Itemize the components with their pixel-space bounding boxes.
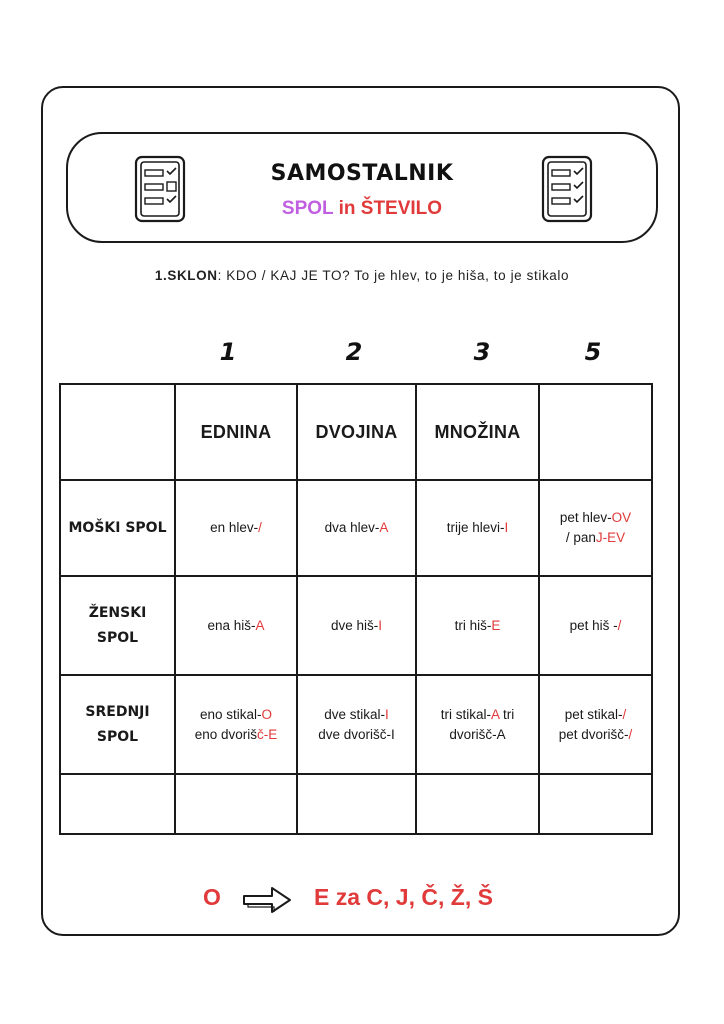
table-cell: eno stikal-O eno dvorišč-E bbox=[175, 675, 297, 774]
table-row bbox=[60, 480, 652, 576]
sklon-text: : KDO / KAJ JE TO? To je hlev, to je hiša, to je stikalo bbox=[217, 268, 570, 283]
table-empty-header-cell bbox=[539, 384, 652, 480]
row-label-srednji: SREDNJI SPOL bbox=[60, 675, 175, 774]
page-title: SAMOSTALNIK bbox=[270, 161, 454, 186]
subtitle-stevilo: ŠTEVILO bbox=[360, 198, 443, 219]
table-cell: pet hlev-OV / panJ-EV bbox=[539, 480, 652, 576]
table-empty-row bbox=[60, 774, 652, 834]
table-cell: pet stikal-/ pet dvorišč-/ bbox=[539, 675, 652, 774]
header-ednina: EDNINA bbox=[175, 384, 297, 480]
checklist-icon bbox=[541, 155, 593, 223]
row-label-moski: MOŠKI SPOL bbox=[60, 480, 175, 576]
sklon-label: 1.SKLON bbox=[154, 268, 218, 283]
table-cell bbox=[416, 774, 539, 834]
column-number: 5 bbox=[584, 338, 602, 366]
column-number: 3 bbox=[473, 338, 491, 366]
header-mnozina: MNOŽINA bbox=[416, 384, 539, 480]
header-dvojina: DVOJINA bbox=[297, 384, 416, 480]
table-header-row bbox=[60, 384, 652, 480]
table-cell: dva hlev-A bbox=[297, 480, 416, 576]
subtitle-in: in bbox=[338, 198, 356, 219]
table-cell: tri hiš-E bbox=[416, 576, 539, 675]
right-arrow-icon bbox=[240, 884, 294, 916]
rule-right: E za C, J, Č, Ž, Š bbox=[314, 884, 493, 910]
table-cell bbox=[297, 774, 416, 834]
sklon-line bbox=[0, 268, 724, 283]
table-row bbox=[60, 675, 652, 774]
row-label-zenski: ŽENSKI SPOL bbox=[60, 576, 175, 675]
subtitle-spol: SPOL bbox=[281, 198, 334, 219]
table-cell bbox=[539, 774, 652, 834]
table-cell: dve stikal-I dve dvorišč-I bbox=[297, 675, 416, 774]
table-corner-cell bbox=[60, 384, 175, 480]
table-cell: pet hiš -/ bbox=[539, 576, 652, 675]
declension-table bbox=[59, 383, 653, 835]
table-cell bbox=[175, 774, 297, 834]
column-number: 2 bbox=[345, 338, 363, 366]
table-cell: trije hlevi-I bbox=[416, 480, 539, 576]
title-banner bbox=[66, 132, 658, 243]
table-row bbox=[60, 576, 652, 675]
table-cell: ena hiš-A bbox=[175, 576, 297, 675]
table-cell: tri stikal-A tri dvorišč-A bbox=[416, 675, 539, 774]
table-cell bbox=[60, 774, 175, 834]
column-number: 1 bbox=[219, 338, 237, 366]
rule-left: O bbox=[203, 884, 221, 910]
table-cell: dve hiš-I bbox=[297, 576, 416, 675]
table-cell: en hlev-/ bbox=[175, 480, 297, 576]
